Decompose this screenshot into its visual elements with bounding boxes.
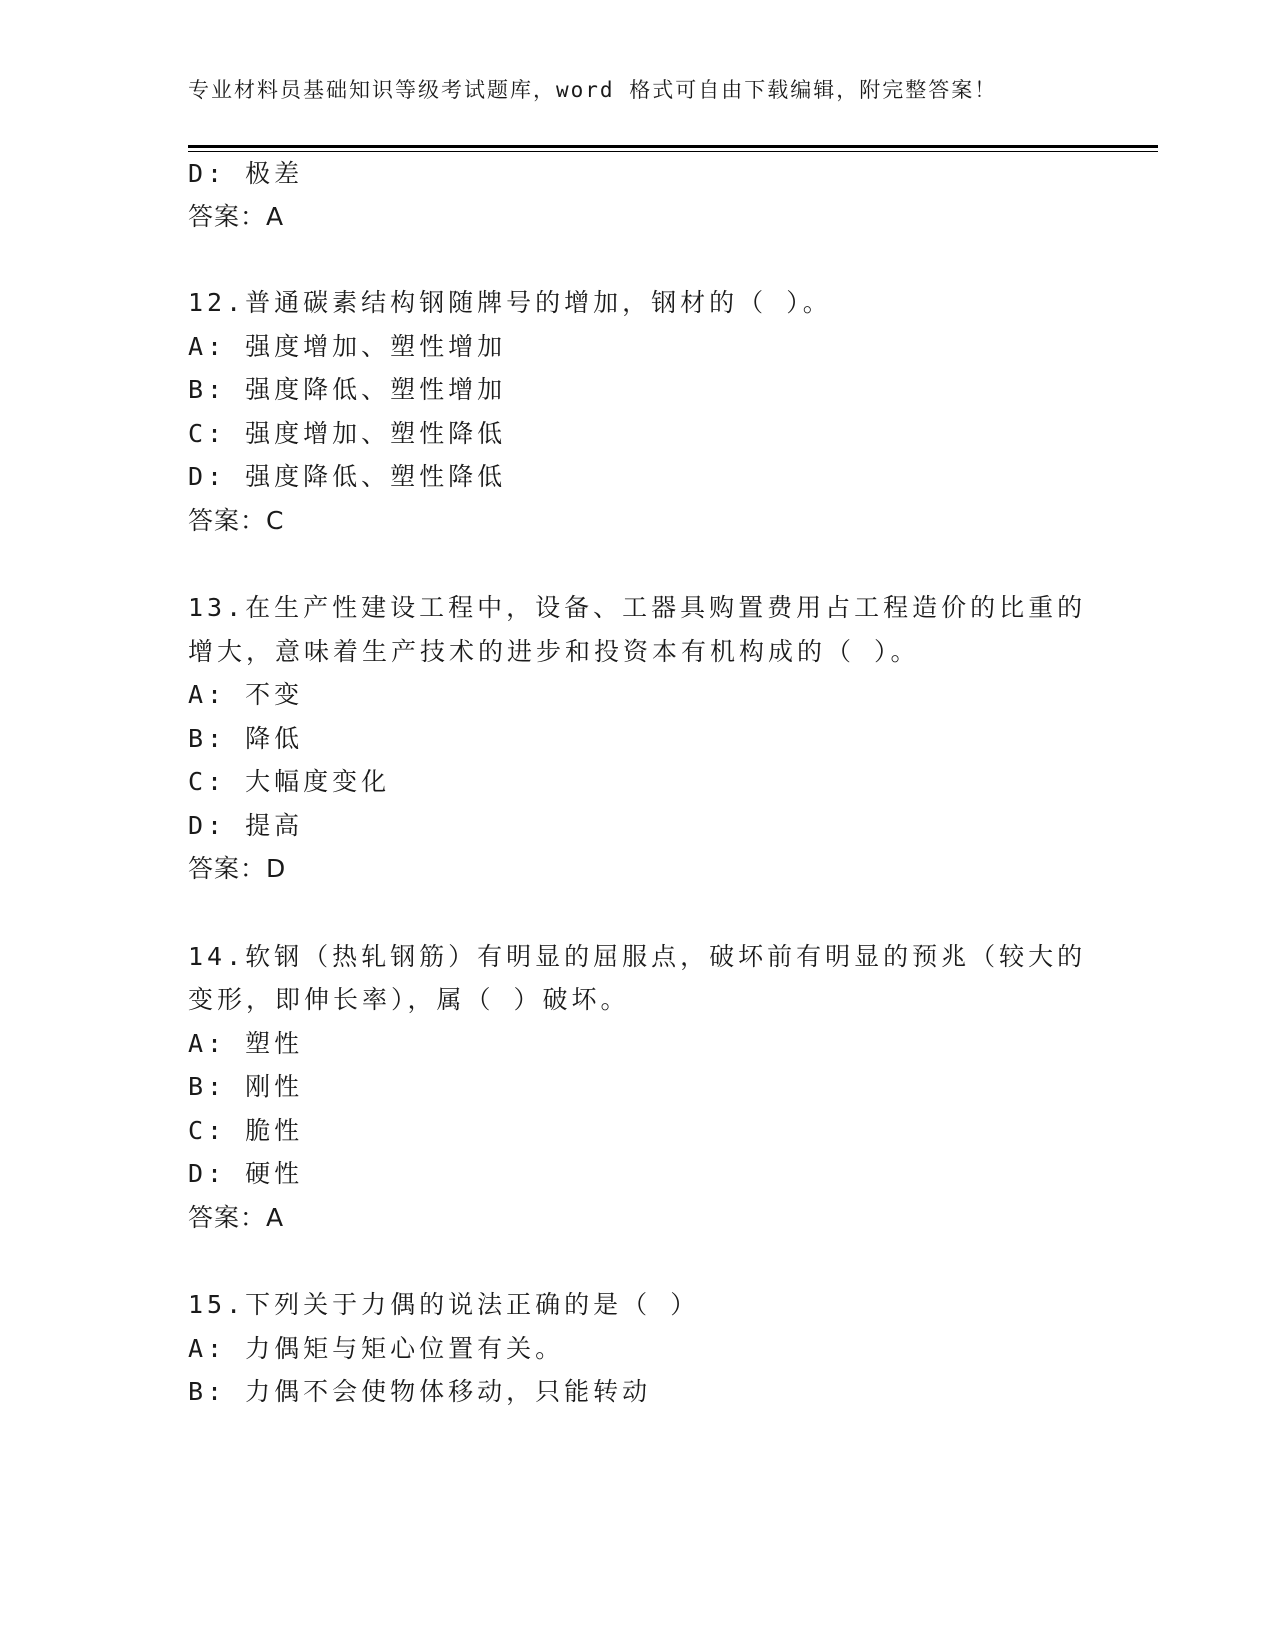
- option-line: A: 力偶矩与矩心位置有关。: [188, 1334, 565, 1363]
- question-stem: 15.下列关于力偶的说法正确的是（ ）: [188, 1290, 700, 1319]
- option-line: C: 脆性: [188, 1116, 304, 1145]
- option-line: D: 硬性: [188, 1159, 304, 1188]
- question-stem: 13.在生产性建设工程中，设备、工器具购置费用占工程造价的比重的: [188, 593, 1087, 622]
- option-line: B: 强度降低、塑性增加: [188, 375, 507, 404]
- header-rule-thin: [188, 151, 1158, 152]
- option-line: A: 不变: [188, 680, 304, 709]
- option-line: B: 刚性: [188, 1072, 304, 1101]
- answer-line: 答案：A: [188, 202, 285, 231]
- option-line: D: 提高: [188, 811, 304, 840]
- answer-line: 答案：D: [188, 854, 287, 883]
- option-line: D: 强度降低、塑性降低: [188, 462, 507, 491]
- header-rule-thick: [188, 145, 1158, 148]
- option-line: B: 降低: [188, 724, 304, 753]
- option-line: C: 大幅度变化: [188, 767, 391, 796]
- option-line: B: 力偶不会使物体移动，只能转动: [188, 1377, 652, 1406]
- page-header: 专业材料员基础知识等级考试题库，word 格式可自由下载编辑，附完整答案！: [188, 78, 998, 102]
- question-stem: 14.软钢（热轧钢筋）有明显的屈服点，破坏前有明显的预兆（较大的: [188, 942, 1087, 971]
- question-stem: 变形，即伸长率），属（ ）破坏。: [188, 985, 630, 1014]
- answer-line: 答案：A: [188, 1203, 285, 1232]
- option-line: A: 强度增加、塑性增加: [188, 332, 507, 361]
- question-stem: 增大，意味着生产技术的进步和投资本有机构成的（ ）。: [188, 637, 920, 666]
- answer-line: 答案：C: [188, 506, 285, 535]
- option-line: C: 强度增加、塑性降低: [188, 419, 507, 448]
- option-line: A: 塑性: [188, 1029, 304, 1058]
- question-stem: 12.普通碳素结构钢随牌号的增加，钢材的（ ）。: [188, 288, 832, 317]
- option-line: D: 极差: [188, 159, 304, 188]
